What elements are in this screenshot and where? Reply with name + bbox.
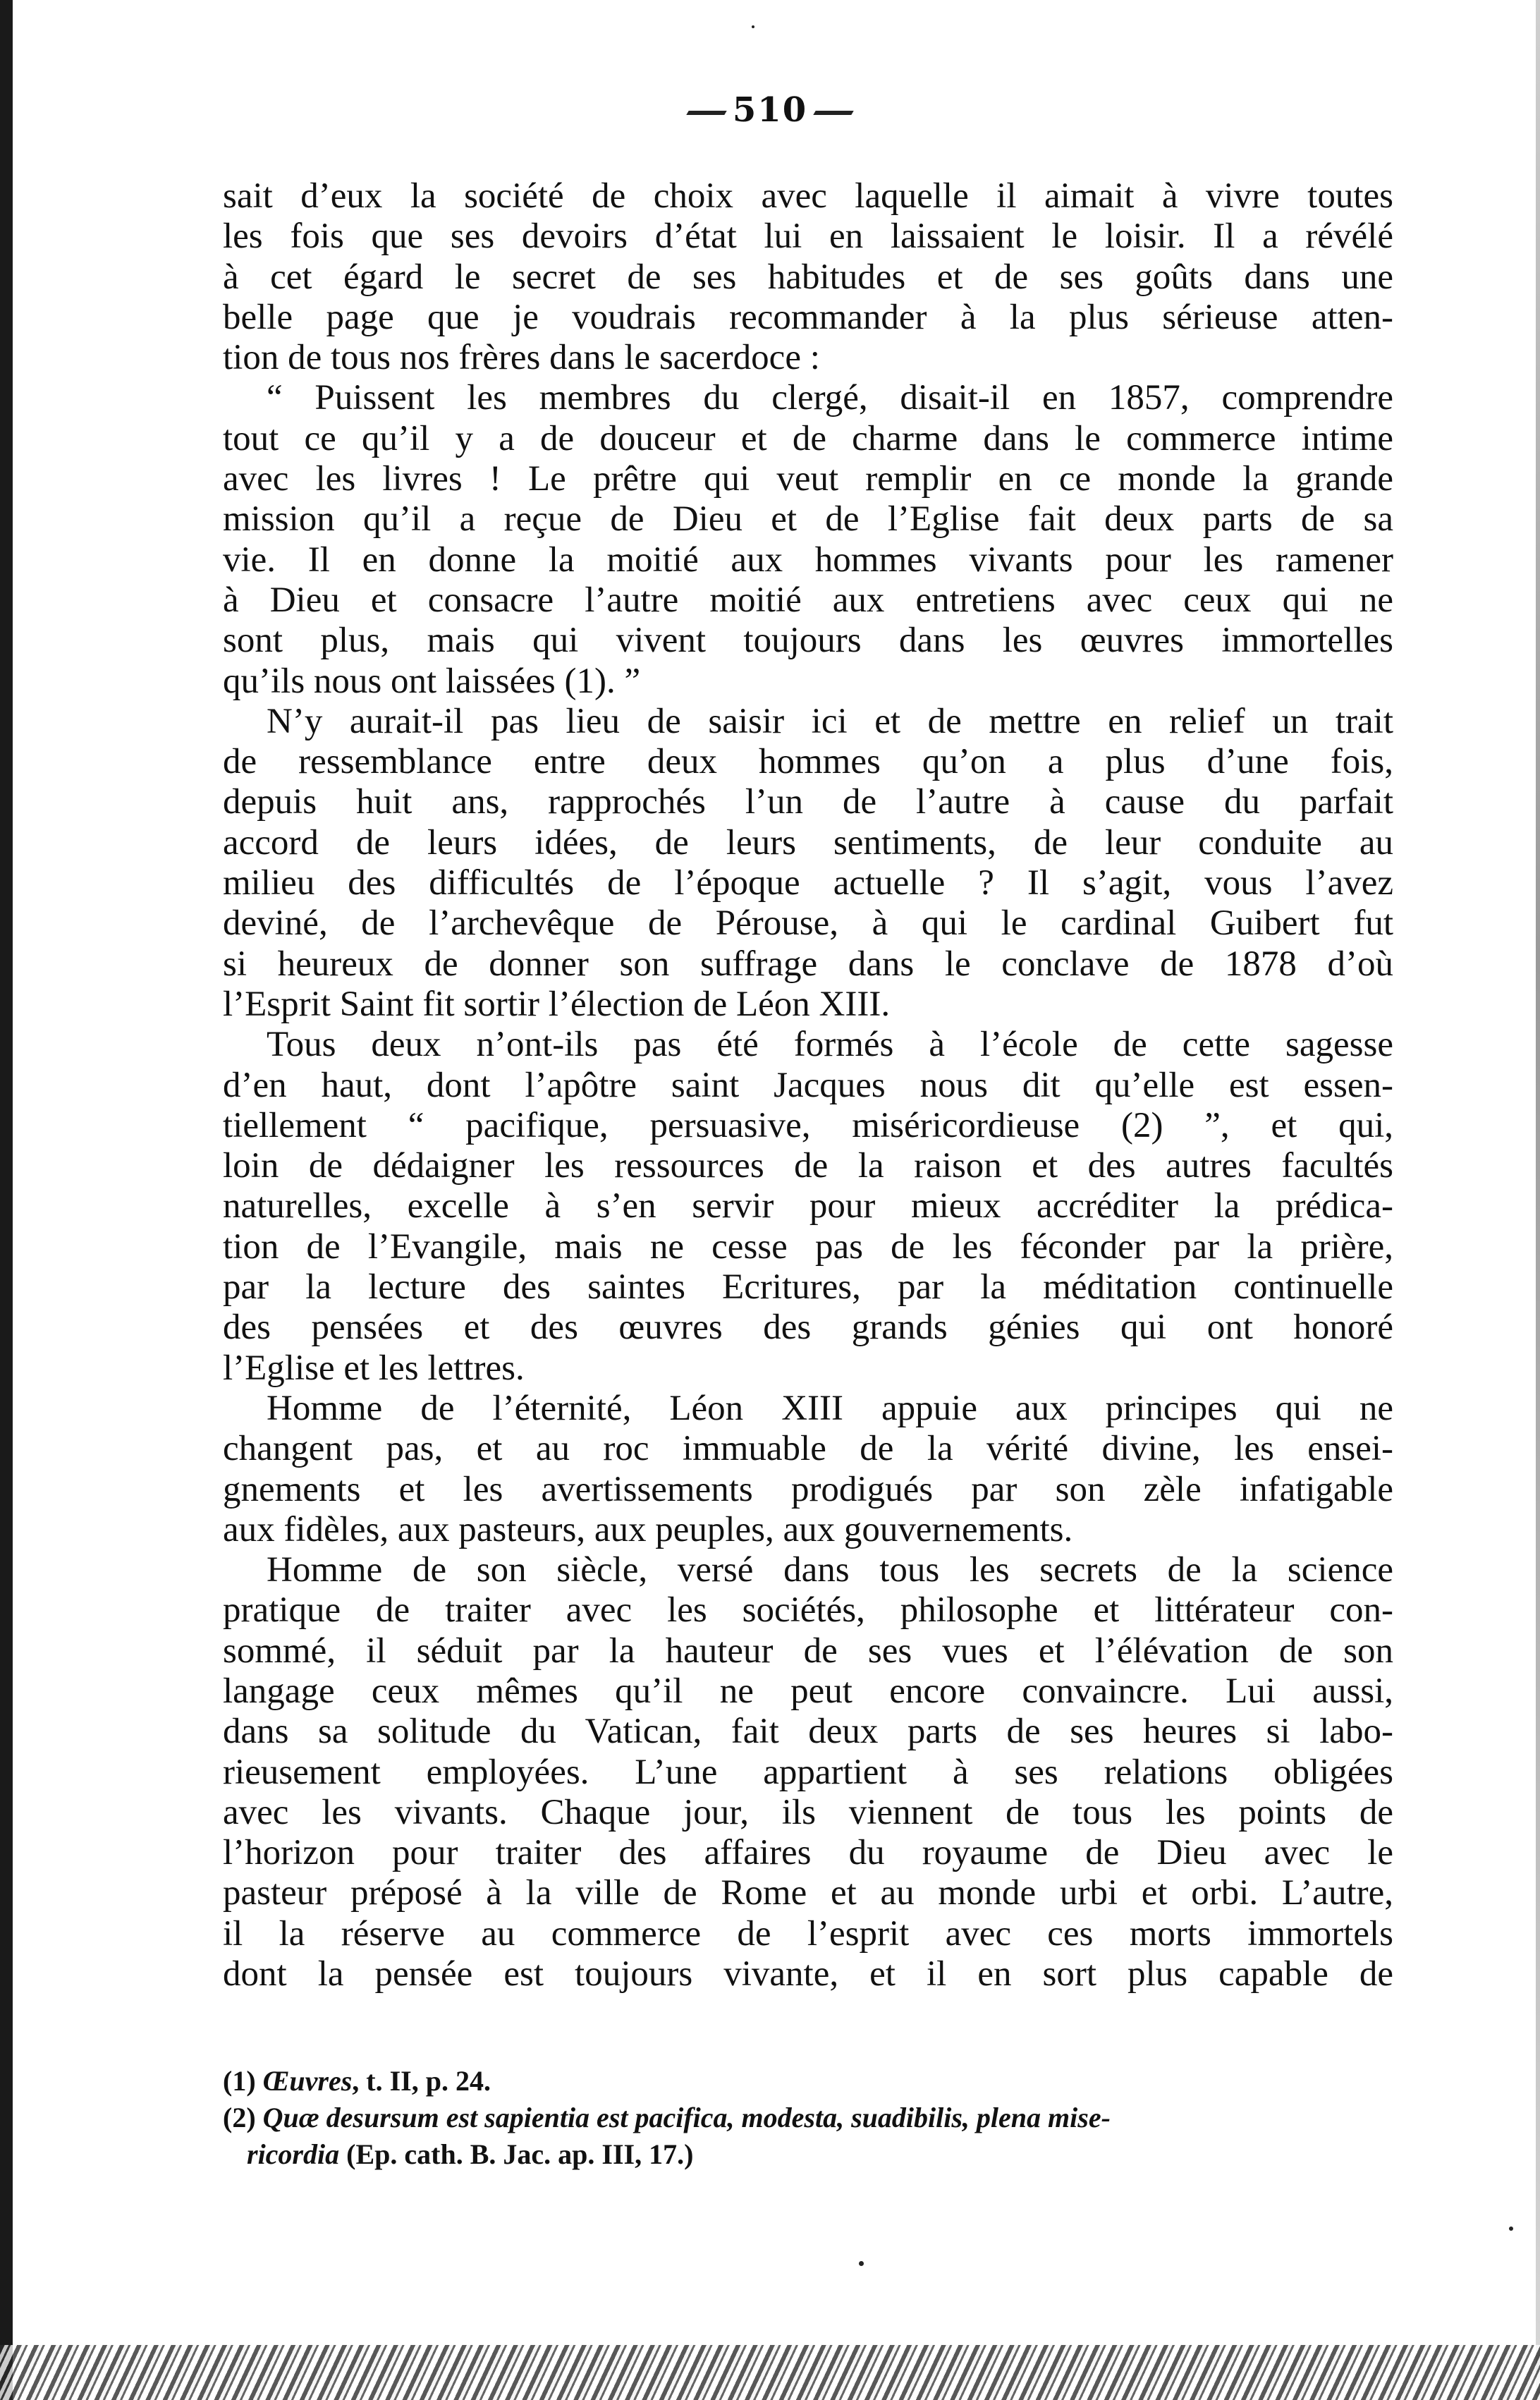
text-line: qu’ils nous ont laissées (1). ”	[223, 661, 641, 701]
text-line: il la réserve au commerce de l’esprit avec ces morts immortels	[223, 1913, 1393, 1954]
text-line: deviné, de l’archevêque de Pérouse, à qui le cardinal Guibert fut	[223, 903, 1393, 944]
text-line: par la lecture des saintes Ecritures, par la méditation continuelle	[223, 1267, 1393, 1308]
footnotes	[223, 2063, 1393, 2173]
text-line: mission qu’il a reçue de Dieu et de l’Eglise fait deux parts de sa	[223, 499, 1393, 540]
text-line: depuis huit ans, rapprochés l’un de l’autre à cause du parfait	[223, 782, 1393, 822]
text-line: tion de l’Evangile, mais ne cesse pas de les féconder par la prière,	[223, 1226, 1393, 1267]
text-line: loin de dédaigner les ressources de la raison et des autres facultés	[223, 1146, 1393, 1186]
text-line: changent pas, et au roc immuable de la vérité divine, les ensei-	[223, 1429, 1393, 1469]
text-line: les fois que ses devoirs d’état lui en laissaient le loisir. Il a révélé	[223, 217, 1393, 257]
scan-right-edge	[1536, 0, 1540, 2400]
text-line: à cet égard le secret de ses habitudes et de ses goûts dans une	[223, 257, 1393, 297]
text-line: tout ce qu’il y a de douceur et de charme dans le commerce intime	[223, 418, 1393, 458]
text-line: avec les livres ! Le prêtre qui veut remplir en ce monde la grande	[223, 459, 1393, 499]
scan-bottom-edge	[0, 2345, 1540, 2400]
text-line: Tous deux n’ont-ils pas été formés à l’école de cette sagesse	[267, 1025, 1393, 1065]
scan-speck	[1509, 2227, 1513, 2231]
page-number-left-ornament	[686, 111, 726, 115]
text-line: pasteur préposé à la ville de Rome et au monde urbi et orbi. L’autre,	[223, 1873, 1393, 1913]
text-line: sait d’eux la société de choix avec laquelle il aimait à vivre toutes	[223, 176, 1393, 216]
text-line: dans sa solitude du Vatican, fait deux parts de ses heures si labo-	[223, 1712, 1393, 1752]
text-line: pratique de traiter avec les sociétés, philosophe et littérateur con-	[223, 1590, 1393, 1631]
text-line: l’horizon pour traiter des affaires du royaume de Dieu avec le	[223, 1833, 1393, 1873]
text-line: sommé, il séduit par la hauteur de ses vues et l’élévation de son	[223, 1631, 1393, 1671]
footnote-italic-text: Œuvres	[262, 2065, 353, 2097]
text-line: langage ceux mêmes qu’il ne peut encore convaincre. Lui aussi,	[223, 1671, 1393, 1711]
footnote-citation: (Ep. cath. B. Jac. ap. III, 17.)	[339, 2138, 694, 2170]
text-line: “ Puissent les membres du clergé, disait-il en 1857, comprendre	[267, 378, 1393, 418]
text-line: d’en haut, dont l’apôtre saint Jacques nous dit qu’elle est essen-	[223, 1065, 1393, 1105]
text-line: tion de tous nos frères dans le sacerdoce :	[223, 338, 820, 378]
text-line: dont la pensée est toujours vivante, et il en sort plus capable de	[223, 1954, 1393, 1994]
text-line: Homme de l’éternité, Léon XIII appuie aux principes qui ne	[267, 1388, 1393, 1428]
text-line: avec les vivants. Chaque jour, ils viennent de tous les points de	[223, 1792, 1393, 1832]
text-line: naturelles, excelle à s’en servir pour mieux accréditer la prédica-	[223, 1186, 1393, 1226]
text-line: accord de leurs idées, de leurs sentiments, de leur conduite au	[223, 822, 1393, 863]
text-line: N’y aurait-il pas lieu de saisir ici et de mettre en relief un trait	[267, 701, 1393, 741]
text-line: milieu des difficultés de l’époque actuelle ? Il s’agit, vous l’avez	[223, 863, 1393, 903]
text-line: gnements et les avertissements prodigués par son zèle infatigable	[223, 1469, 1393, 1509]
footnote-line	[223, 2100, 1393, 2136]
page-number-text: 510	[732, 90, 808, 130]
footnote-marker: (2)	[223, 2102, 256, 2133]
page-number-right-ornament	[813, 111, 853, 115]
scan-speck	[859, 2261, 864, 2266]
text-line: l’Esprit Saint fit sortir l’élection de Léon XIII.	[223, 984, 891, 1024]
text-line: aux fidèles, aux pasteurs, aux peuples, aux gouvernements.	[223, 1509, 1073, 1549]
text-line: tiellement “ pacifique, persuasive, miséricordieuse (2) ”, et qui,	[223, 1105, 1393, 1145]
footnote-citation: , t. II, p. 24.	[352, 2065, 491, 2097]
footnote-line	[223, 2063, 1393, 2100]
footnote-line	[223, 2136, 1393, 2173]
text-line: de ressemblance entre deux hommes qu’on a plus d’une fois,	[223, 742, 1393, 782]
text-line: l’Eglise et les lettres.	[223, 1348, 525, 1388]
text-line: sont plus, mais qui vivent toujours dans les œuvres immortelles	[223, 621, 1393, 661]
body-text	[223, 176, 1393, 1994]
text-line: des pensées et des œuvres des grands génies qui ont honoré	[223, 1308, 1393, 1348]
page-number	[0, 90, 1540, 130]
text-line: rieusement employées. L’une appartient à ses relations obligées	[223, 1752, 1393, 1792]
footnote-italic-text: ricordia	[247, 2138, 340, 2170]
text-line: vie. Il en donne la moitié aux hommes vivants pour les ramener	[223, 540, 1393, 580]
text-line: si heureux de donner son suffrage dans le conclave de 1878 d’où	[223, 944, 1393, 984]
scan-left-edge	[0, 0, 13, 2400]
text-line: Homme de son siècle, versé dans tous les secrets de la science	[267, 1550, 1393, 1590]
text-line: à Dieu et consacre l’autre moitié aux entretiens avec ceux qui ne	[223, 580, 1393, 620]
footnote-italic-text: Quæ desursum est sapientia est pacifica, modesta, suadibilis, plena mise-	[262, 2102, 1111, 2133]
scan-speck	[752, 25, 754, 28]
footnote-marker: (1)	[223, 2065, 256, 2097]
text-line: belle page que je voudrais recommander à la plus sérieuse atten-	[223, 297, 1393, 337]
